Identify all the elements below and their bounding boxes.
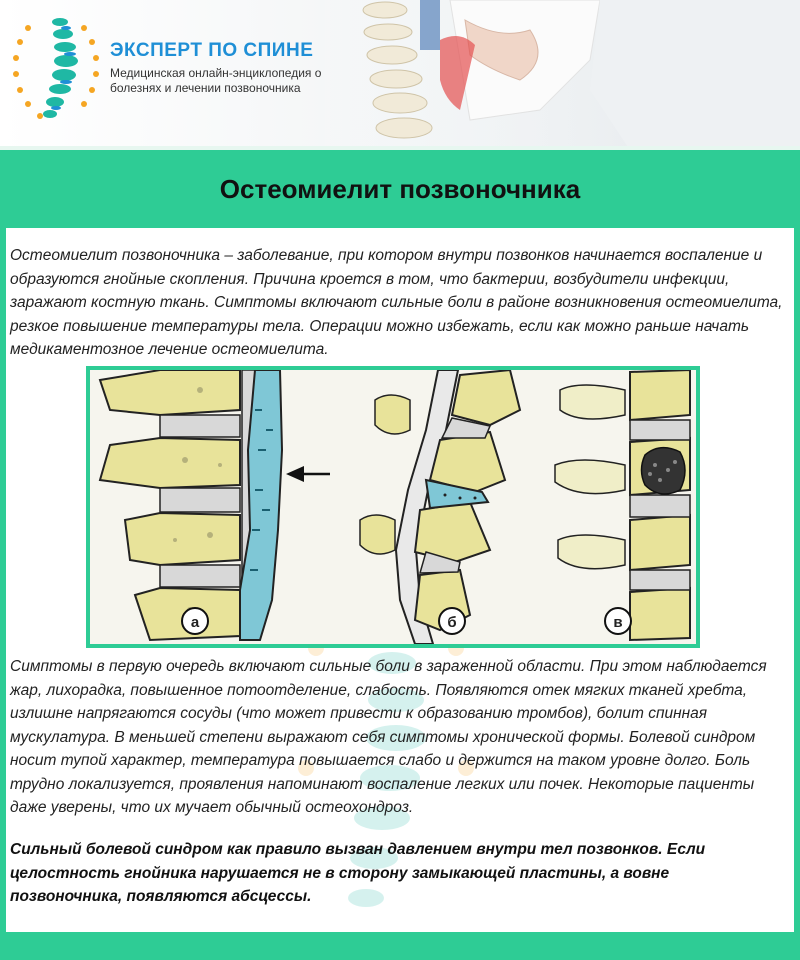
label-a: а <box>190 614 200 631</box>
article-content <box>6 228 794 932</box>
title-bar <box>0 150 800 228</box>
page-title: Остеомиелит позвоночника <box>219 173 581 204</box>
label-b: б <box>447 614 457 631</box>
brand-subtitle: Медицинская онлайн-энциклопедия о болезнях и лечении позвоночника <box>110 66 322 95</box>
pain-syndrome-paragraph: Сильный болевой синдром как правило вызван давлением внутри тел позвонков. Если целостность гнойника нарушается не в сторону замыкающей пластины, а вовне позвоночника, появляются абсцессы. <box>10 841 706 905</box>
intro-paragraph: Остеомиелит позвоночника – заболевание, при котором внутри позвонков начинается воспаление и образуются гнойные скопления. Причина кроется в том, что бактерии, возбудители инфекции, заражают костную ткань. Симптомы включают сильные боли в районе возникновения остеомиелита, резкое повышение температуры тела. Операции можно избежать, если как можно раньше начать медикаментозное лечение остеомиелита. <box>10 247 783 358</box>
brand-title[interactable]: ЭКСПЕРТ ПО СПИНЕ <box>110 40 314 61</box>
label-c: в <box>613 614 623 631</box>
osteomyelitis-illustration <box>86 366 700 648</box>
spine-logo-icon <box>8 8 104 128</box>
symptoms-paragraph: Симптомы в первую очередь включают сильные боли в зараженной области. При этом наблюдается жар, лихорадка, повышенное потоотделение, слабость. Появляются отек мягких тканей хребта, излишне напрягаются сосуды (что может привести к образованию тромбов), болит спинная мускулатура. В меньшей степени выражают себя симптомы хронической формы. Болевой синдром носит тупой характер, температура повышается слабо и держится на таком уровне долго. Боль трудно локализуется, проявления напоминают воспаление легких или почек. Некоторые пациенты даже уверены, что их мучает обычный остеохондроз. <box>10 658 767 816</box>
site-header <box>0 0 800 150</box>
doctor-spine-photo <box>300 0 800 150</box>
